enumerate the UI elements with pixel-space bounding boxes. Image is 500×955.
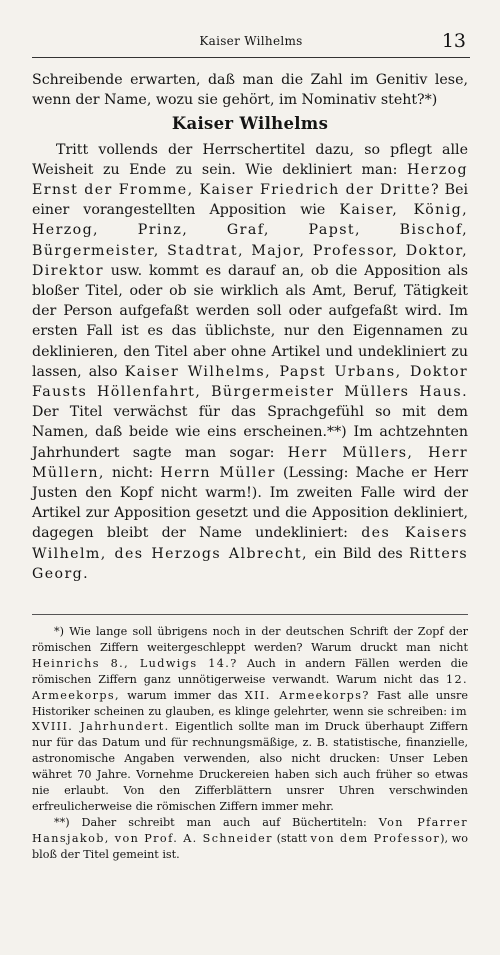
text-run: Der Titel verwächst für das Sprachgefühl so mit dem Namen, daß beide wie eins erscheinen.**) Im achtzehnten Jahrhundert sagte man sogar: xyxy=(32,404,468,461)
footnotes xyxy=(32,624,468,863)
footnote-1 xyxy=(32,624,468,815)
section-heading: Kaiser Wilhelms xyxy=(171,114,329,134)
text-run: ein Bild des xyxy=(307,545,410,562)
text-run: Auch in andern Fällen werden die römischen Ziffern ganz unnötigerweise verwandt. Warum nicht das xyxy=(32,656,468,686)
spaced-emphasis: Von Pfarrer Hansjakob, von Prof. A. Schneider xyxy=(32,815,469,845)
page-header xyxy=(32,30,470,56)
spaced-emphasis: Heinrichs 8., Ludwigs 14.? xyxy=(32,656,238,670)
text-run: (statt xyxy=(272,831,311,845)
text-run: usw. kommt es darauf an, ob die Apposition als bloßer Titel, oder ob sie wirklich als Amt, Beruf, Tätigkeit der Person aufgefaßt werden soll oder aufgefaßt wird. Im ersten Fall ist es das üblichste, nur den Eigennamen zu deklinieren, den Titel aber ohne Artikel und undekliniert zu lassen, also xyxy=(32,262,468,380)
text-run: **) Daher schreibt man auch auf Büchertiteln: xyxy=(54,815,379,829)
main-text xyxy=(32,70,468,584)
spaced-emphasis: Herr Müllers, Herr Müllern, xyxy=(32,444,469,481)
spaced-emphasis: Herzog Ernst der Fromme, Kaiser Friedrich der Dritte? xyxy=(32,161,468,199)
text-run: *) Wie lange soll übrigens noch in der deutschen Schrift der Zopf der römischen Ziffern weitergeschleppt werden? Warum druckt man nicht xyxy=(32,625,468,654)
text-run: Fast alle unsre Historiker scheinen zu glauben, es klinge gelehrter, wenn sie schreiben: xyxy=(32,688,468,718)
intro-paragraph: Schreibende erwarten, daß man die Zahl im Genitiv lese, wenn der Name, wozu sie gehört, im Nominativ steht?*) xyxy=(32,72,468,109)
main-paragraph xyxy=(32,140,468,584)
spaced-emphasis: des Kaisers Wilhelm, des Herzogs Albrecht, xyxy=(32,525,468,562)
text-run: nicht: xyxy=(104,464,161,481)
header-rule xyxy=(32,57,470,58)
text-run: Eigentlich sollte man im Druck überhaupt Ziffern nur für das Datum und für rechnungsmäßige, z. B. statistische, finanzielle, astronomische Angaben verwenden, also nicht drucken: Unser Leben währet 70 Jahre. Vornehme Druckereien haben sich auch früher so etwas nie erlaubt. Von den Zifferblättern unsrer Uhren verschwinden erfreulicherweise die römischen Ziffern immer mehr. xyxy=(32,720,468,813)
spaced-emphasis: Kaiser Wilhelms, Papst Urbans, Doktor Fausts Höllenfahrt, Bürgermeister Müllers Haus. xyxy=(32,363,468,401)
spaced-emphasis: XII. Armeekorps? xyxy=(244,688,370,702)
footnote-2 xyxy=(32,815,468,863)
spaced-emphasis: im XVIII. Jahrhundert. xyxy=(32,704,468,734)
page-number: 13 xyxy=(441,30,466,52)
spaced-emphasis: Kaiser, König, Herzog, Prinz, Graf, Papst, Bischof, Bürgermeister, Stadtrat, Major, Professor, Doktor, Direktor xyxy=(32,202,469,279)
text-run: Bei einer vorangestellten Apposition wie xyxy=(32,182,469,219)
text-run: Tritt vollends der Herrschertitel dazu, so pflegt alle Weisheit zu Ende zu sein. Wie dekliniert man: xyxy=(32,141,468,178)
spaced-emphasis: von dem Professor xyxy=(310,831,441,845)
text-run: warum immer das xyxy=(120,688,245,702)
footnote-rule xyxy=(32,614,468,615)
text-run: ), wo bloß der Titel gemeint ist. xyxy=(32,831,468,861)
running-title: Kaiser Wilhelms xyxy=(199,34,303,48)
spaced-emphasis: 12. Armeekorps, xyxy=(32,672,468,702)
spaced-emphasis: Ritters Georg. xyxy=(32,545,469,582)
spaced-emphasis: Herrn Müller xyxy=(160,464,276,481)
text-run: (Lessing: Mache er Herr Justen den Kopf nicht warm!). Im zweiten Falle wird der Artikel zur Apposition gesetzt und die Apposition dekliniert, dagegen bleibt der Name undekliniert: xyxy=(32,464,469,542)
